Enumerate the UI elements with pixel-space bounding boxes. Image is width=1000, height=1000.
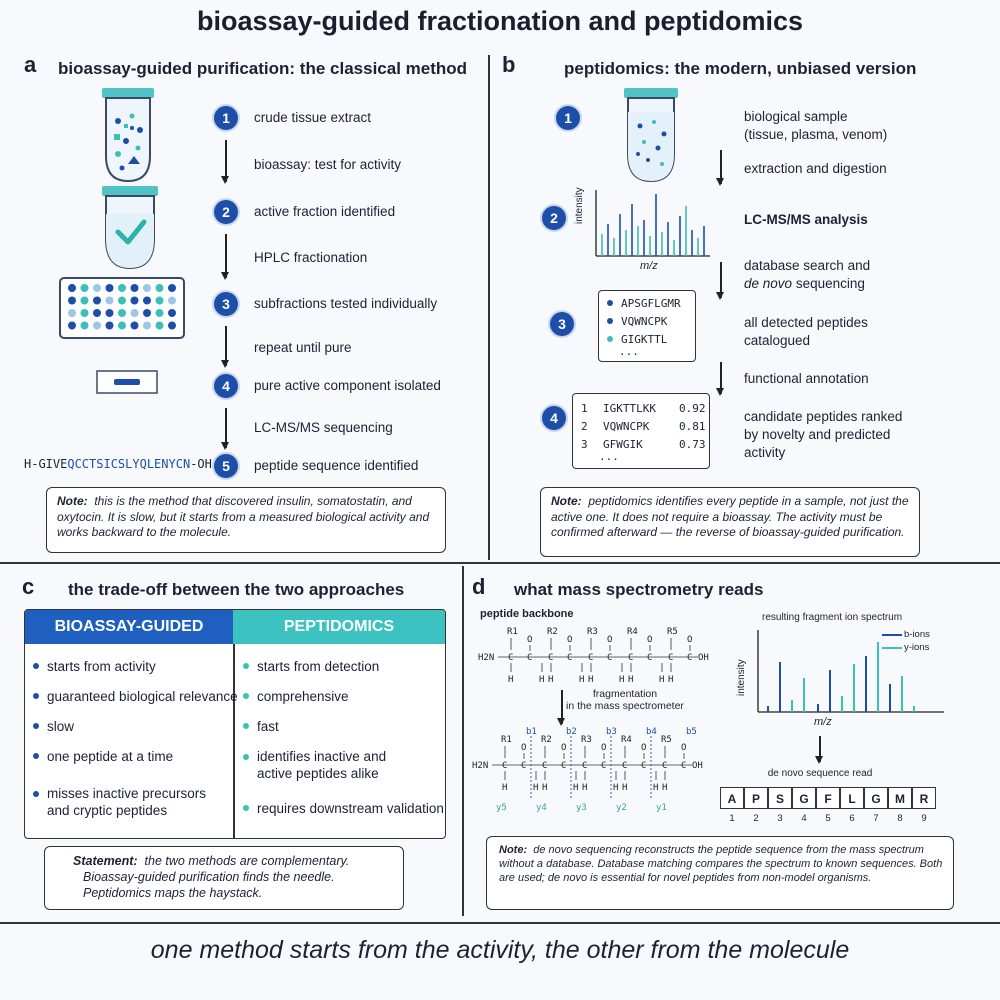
plate-well [93, 297, 101, 305]
sidechain-label: R2 [541, 735, 552, 745]
plate-well [143, 284, 151, 292]
sidechain-label: R4 [627, 627, 638, 637]
spectrum-b-xlabel: m/z [640, 260, 658, 272]
sequence-residue: G [864, 787, 888, 809]
bullet-icon [243, 693, 249, 699]
step-a-3-label: subfractions tested individually [254, 296, 438, 311]
pure-band-icon [96, 370, 158, 394]
sequence-residue: G [792, 787, 816, 809]
arrow-a-2 [225, 234, 227, 278]
peptide-list-item-2: VQWNCPK [607, 315, 667, 328]
bullet-icon [607, 300, 613, 306]
spectrum-d-ylabel: intensity [736, 659, 747, 696]
note-b-text: peptidomics identifies every peptide in a sample, not just the active one. It does not require a bioassay. The activity must be confirmed afterward — the reverse of bioassay-guided purification. [551, 494, 909, 539]
carbonyl-oxygen: O [601, 743, 607, 753]
divider-horizontal-middle [0, 562, 1000, 564]
note-a-text: this is the method that discovered insulin, somatostatin, and oxytocin. It is slow, but it starts from a measured biological activity and works backward to the molecule. [57, 494, 430, 539]
amide-hydrogen: H [539, 675, 545, 685]
legend-y-ions: y-ions [904, 642, 930, 653]
alpha-carbon: C [668, 653, 674, 663]
tradeoff-table [24, 609, 446, 839]
hydrogen: H [508, 675, 514, 685]
ranked-more: ... [599, 450, 619, 463]
plate-well [106, 309, 114, 317]
alpha-carbon: C [502, 761, 508, 771]
note-d-text: de novo sequencing reconstructs the peptide sequence from the mass spectrum without a database. Database matching compares the spectrum to known sequences. Both are used; de novo is essential for novel peptides from non-model organisms. [499, 844, 943, 884]
page-title: bioassay-guided fractionation and peptidomics [196, 6, 804, 36]
spectrum-d-xlabel: m/z [814, 716, 832, 728]
panel-d-title: what mass spectrometry reads [514, 580, 764, 599]
alpha-carbon: C [508, 653, 514, 663]
b-ion-label: b2 [566, 727, 577, 737]
carbonyl-carbon: C [567, 653, 573, 663]
left-item-5: misses inactive precursors and cryptic peptides [33, 785, 206, 819]
bullet-icon [33, 723, 39, 729]
sequence-residue: A [720, 787, 744, 809]
plate-well [143, 309, 151, 317]
hydrogen: H [662, 783, 668, 793]
note-d-label: Note: [499, 844, 528, 856]
panel-c-letter: c [22, 574, 35, 599]
carbonyl-oxygen: O [527, 635, 533, 645]
spectrum-b-ylabel: intensity [574, 187, 585, 224]
panel-b-title: peptidomics: the modern, unbiased version [564, 59, 917, 78]
step-b-2-label: LC-MS/MS analysis [744, 212, 868, 227]
hydrogen: H [622, 783, 628, 793]
panel-a-note [46, 487, 446, 553]
alpha-carbon: C [582, 761, 588, 771]
note-b-label: Note: [551, 494, 582, 508]
sequence-position: 5 [825, 813, 831, 824]
fragment-ion-spectrum [744, 626, 958, 722]
divider-vertical-bottom [462, 566, 464, 916]
step-b-1-number: 1 [556, 106, 580, 130]
carbonyl-carbon: C [521, 761, 527, 771]
plate-well [81, 322, 89, 330]
panel-b-letter: b [502, 52, 516, 77]
plate-well [93, 322, 101, 330]
alpha-carbon: C [548, 653, 554, 663]
arrow-a-4 [225, 408, 227, 448]
plate-well [81, 284, 89, 292]
ranked-row-3: 3 GFWGIK 0.73 [581, 438, 706, 451]
step-b-2-number: 2 [542, 206, 566, 230]
hydrogen: H [502, 783, 508, 793]
plate-well [106, 322, 114, 330]
c-terminus: OH [698, 653, 709, 663]
left-item-4: one peptide at a time [33, 748, 173, 765]
transition-a-1: bioassay: test for activity [254, 157, 402, 172]
panel-d-letter: d [472, 574, 486, 599]
peptide-list-item-1: APSGFLGMR [607, 297, 681, 310]
bullet-icon [243, 805, 249, 811]
ranked-row-2: 2 VQWNCPK 0.81 [581, 420, 706, 433]
transition-a-3: repeat until pure [254, 340, 352, 355]
plate-well [131, 309, 139, 317]
sequence-position: 7 [873, 813, 879, 824]
plate-well [168, 309, 176, 317]
y-ion-label: y2 [616, 803, 627, 812]
amide-hydrogen: H [579, 675, 585, 685]
table-header-peptidomics: PEPTIDOMICS [233, 610, 445, 644]
transition-b-3: functional annotation [744, 371, 869, 386]
sequence-residue: S [768, 787, 792, 809]
plate-well [68, 284, 76, 292]
left-item-2: guaranteed biological relevance [33, 688, 238, 705]
footer-statement: one method starts from the activity, the other from the molecule [150, 936, 850, 964]
plate-well [168, 284, 176, 292]
alpha-carbon: C [542, 761, 548, 771]
arrow-a-3 [225, 326, 227, 366]
right-item-3: fast [243, 718, 279, 735]
alpha-carbon: C [588, 653, 594, 663]
divider-horizontal-footer [0, 922, 1000, 924]
bullet-icon [33, 791, 39, 797]
left-item-1: starts from activity [33, 658, 156, 675]
sequence-residue: R [912, 787, 936, 809]
carbonyl-carbon: C [641, 761, 647, 771]
plate-well [68, 322, 76, 330]
plate-well [93, 284, 101, 292]
sequence-position: 9 [921, 813, 927, 824]
sequence-residue: F [816, 787, 840, 809]
transition-b-2: database search and [744, 258, 871, 273]
hydrogen: H [582, 783, 588, 793]
sequence-position: 6 [849, 813, 855, 824]
n-terminus: H2N [472, 761, 489, 771]
plate-well [156, 297, 164, 305]
sidechain-label: R1 [501, 735, 512, 745]
backbone-label: peptide backbone [480, 608, 574, 620]
bullet-icon [607, 318, 613, 324]
panel-d-note [486, 836, 954, 910]
statement-line-2: Bioassay-guided purification finds the needle. [83, 870, 335, 884]
plate-well [168, 297, 176, 305]
bullet-icon [607, 336, 613, 342]
step-b-4-label: candidate peptides ranked by novelty and predicted activity [744, 409, 903, 460]
sequence-position: 4 [801, 813, 807, 824]
plate-well [106, 297, 114, 305]
plate-well [118, 297, 126, 305]
statement-line-3: Peptidomics maps the haystack. [83, 886, 263, 900]
sequence-suffix: -OH [190, 457, 212, 471]
plate-well [131, 284, 139, 292]
carbonyl-oxygen: O [687, 635, 693, 645]
plate-well [156, 322, 164, 330]
carbonyl-carbon: C [687, 653, 693, 663]
bullet-icon [243, 663, 249, 669]
hydrogen: H [548, 675, 554, 685]
sequence-residue: L [840, 787, 864, 809]
plate-well [143, 297, 151, 305]
alpha-carbon: C [628, 653, 634, 663]
sidechain-label: R5 [661, 735, 672, 745]
sidechain-label: R3 [587, 627, 598, 637]
step-b-3-label: all detected peptides catalogued [744, 315, 868, 348]
plate-well [68, 297, 76, 305]
sequence-position: 3 [777, 813, 783, 824]
sequence-residue: P [744, 787, 768, 809]
b-ion-label: b3 [606, 727, 617, 737]
carbonyl-carbon: C [607, 653, 613, 663]
well-plate-icon [58, 276, 188, 342]
n-terminus: H2N [478, 653, 495, 663]
table-header-bioassay: BIOASSAY-GUIDED [25, 610, 233, 644]
hydrogen: H [628, 675, 634, 685]
table-column-divider [233, 644, 235, 838]
step-a-2-label: active fraction identified [254, 204, 396, 219]
peptide-list-box [598, 290, 696, 362]
right-item-2: comprehensive [243, 688, 349, 705]
step-a-5-number: 5 [214, 454, 238, 478]
panel-c-statement [44, 846, 404, 910]
bullet-icon [243, 754, 249, 760]
test-tube-crude-icon [90, 86, 170, 186]
peptide-backbone-diagram [476, 618, 720, 692]
sidechain-label: R4 [621, 735, 632, 745]
plate-well [168, 322, 176, 330]
y-ion-label: y3 [576, 803, 587, 812]
arrow-b-2 [720, 262, 722, 298]
step-a-3-number: 3 [214, 292, 238, 316]
test-tube-sample-icon [618, 86, 688, 186]
fragment-spectrum-title: resulting fragment ion spectrum [762, 612, 903, 623]
panel-c-title: the trade-off between the two approaches [68, 580, 405, 599]
sequence-residue: M [888, 787, 912, 809]
note-a-label: Note: [57, 494, 88, 508]
step-a-5-label: peptide sequence identified [254, 458, 419, 473]
hydrogen: H [542, 783, 548, 793]
bullet-icon [243, 723, 249, 729]
divider-vertical-top [488, 55, 490, 560]
amide-hydrogen: H [619, 675, 625, 685]
carbonyl-oxygen: O [641, 743, 647, 753]
right-item-4: identifies inactive and active peptides alike [243, 748, 386, 782]
sequence-core: QCCTSICSLYQLENYCN [67, 457, 191, 471]
carbonyl-carbon: C [527, 653, 533, 663]
alpha-carbon: C [662, 761, 668, 771]
arrow-denovo [819, 736, 821, 762]
fragmented-backbone-diagram [470, 720, 722, 812]
statement-label: Statement: [73, 854, 138, 868]
plate-well [81, 297, 89, 305]
carbonyl-oxygen: O [607, 635, 613, 645]
panel-b-note [540, 487, 920, 557]
carbonyl-carbon: C [647, 653, 653, 663]
sequence-position: 8 [897, 813, 903, 824]
step-b-3-number: 3 [550, 312, 574, 336]
y-ion-label: y4 [536, 803, 547, 812]
plate-well [118, 322, 126, 330]
carbonyl-oxygen: O [561, 743, 567, 753]
plate-well [106, 284, 114, 292]
bullet-icon [33, 753, 39, 759]
step-b-4-number: 4 [542, 406, 566, 430]
plate-well [131, 297, 139, 305]
transition-a-2: HPLC fractionation [254, 250, 368, 265]
sidechain-label: R5 [667, 627, 678, 637]
b-ion-label: b4 [646, 727, 657, 737]
plate-well [68, 309, 76, 317]
step-a-1-number: 1 [214, 106, 238, 130]
step-a-2-number: 2 [214, 200, 238, 224]
hydrogen: H [668, 675, 674, 685]
carbonyl-oxygen: O [681, 743, 687, 753]
carbonyl-carbon: C [681, 761, 687, 771]
step-a-4-label: pure active component isolated [254, 378, 441, 393]
denovo-sequence [720, 787, 950, 831]
y-ion-label: y5 [496, 803, 507, 812]
sequence-position: 1 [729, 813, 735, 824]
right-item-5: requires downstream validation [243, 800, 444, 817]
amide-hydrogen: H [659, 675, 665, 685]
amide-hydrogen: H [653, 783, 659, 793]
arrow-a-1 [225, 140, 227, 182]
b-ion-label: b1 [526, 727, 537, 737]
carbonyl-oxygen: O [567, 635, 573, 645]
c-terminus: OH [692, 761, 703, 771]
ranked-peptides-box [572, 393, 710, 469]
amide-hydrogen: H [533, 783, 539, 793]
carbonyl-carbon: C [601, 761, 607, 771]
step-a-4-number: 4 [214, 374, 238, 398]
amide-hydrogen: H [573, 783, 579, 793]
alpha-carbon: C [622, 761, 628, 771]
fragmentation-label: fragmentation in the mass spectrometer [566, 688, 684, 712]
plate-well [81, 309, 89, 317]
left-item-3: slow [33, 718, 74, 735]
bullet-icon [33, 663, 39, 669]
plate-well [143, 322, 151, 330]
plate-well [118, 309, 126, 317]
plate-well [118, 284, 126, 292]
bullet-icon [33, 693, 39, 699]
sidechain-label: R3 [581, 735, 592, 745]
right-item-1: starts from detection [243, 658, 379, 675]
transition-b-1: extraction and digestion [744, 161, 887, 176]
panel-a-letter: a [24, 52, 37, 77]
amide-hydrogen: H [613, 783, 619, 793]
carbonyl-carbon: C [561, 761, 567, 771]
b-ion-label: b5 [686, 727, 697, 737]
step-a-1-label: crude tissue extract [254, 110, 372, 125]
transition-a-4: LC-MS/MS sequencing [254, 420, 393, 435]
peptide-list-more: ... [619, 345, 639, 358]
sequence-position: 2 [753, 813, 759, 824]
panel-a-title: bioassay-guided purification: the classical method [58, 59, 468, 78]
plate-well [156, 284, 164, 292]
arrow-b-1 [720, 150, 722, 184]
carbonyl-oxygen: O [647, 635, 653, 645]
legend-b-ions: b-ions [904, 629, 930, 640]
plate-well [131, 322, 139, 330]
plate-well [93, 309, 101, 317]
peptide-sequence [24, 457, 212, 471]
hydrogen: H [588, 675, 594, 685]
sidechain-label: R1 [507, 627, 518, 637]
statement-line-1: the two methods are complementary. [144, 854, 350, 868]
test-tube-active-icon [92, 184, 172, 274]
plate-well [156, 309, 164, 317]
carbonyl-oxygen: O [521, 743, 527, 753]
transition-b-2b: de novo sequencing [744, 276, 865, 291]
y-ion-label: y1 [656, 803, 667, 812]
ranked-row-1: 1 IGKTTLKK 0.92 [581, 402, 706, 415]
sequence-prefix: H-GIVE [24, 457, 68, 471]
arrow-b-3 [720, 362, 722, 394]
sidechain-label: R2 [547, 627, 558, 637]
denovo-label: de novo sequence read [767, 768, 873, 779]
step-b-1-label: biological sample (tissue, plasma, venom) [744, 109, 888, 142]
peptide-list-item-3: GIGKTTL [607, 333, 667, 346]
